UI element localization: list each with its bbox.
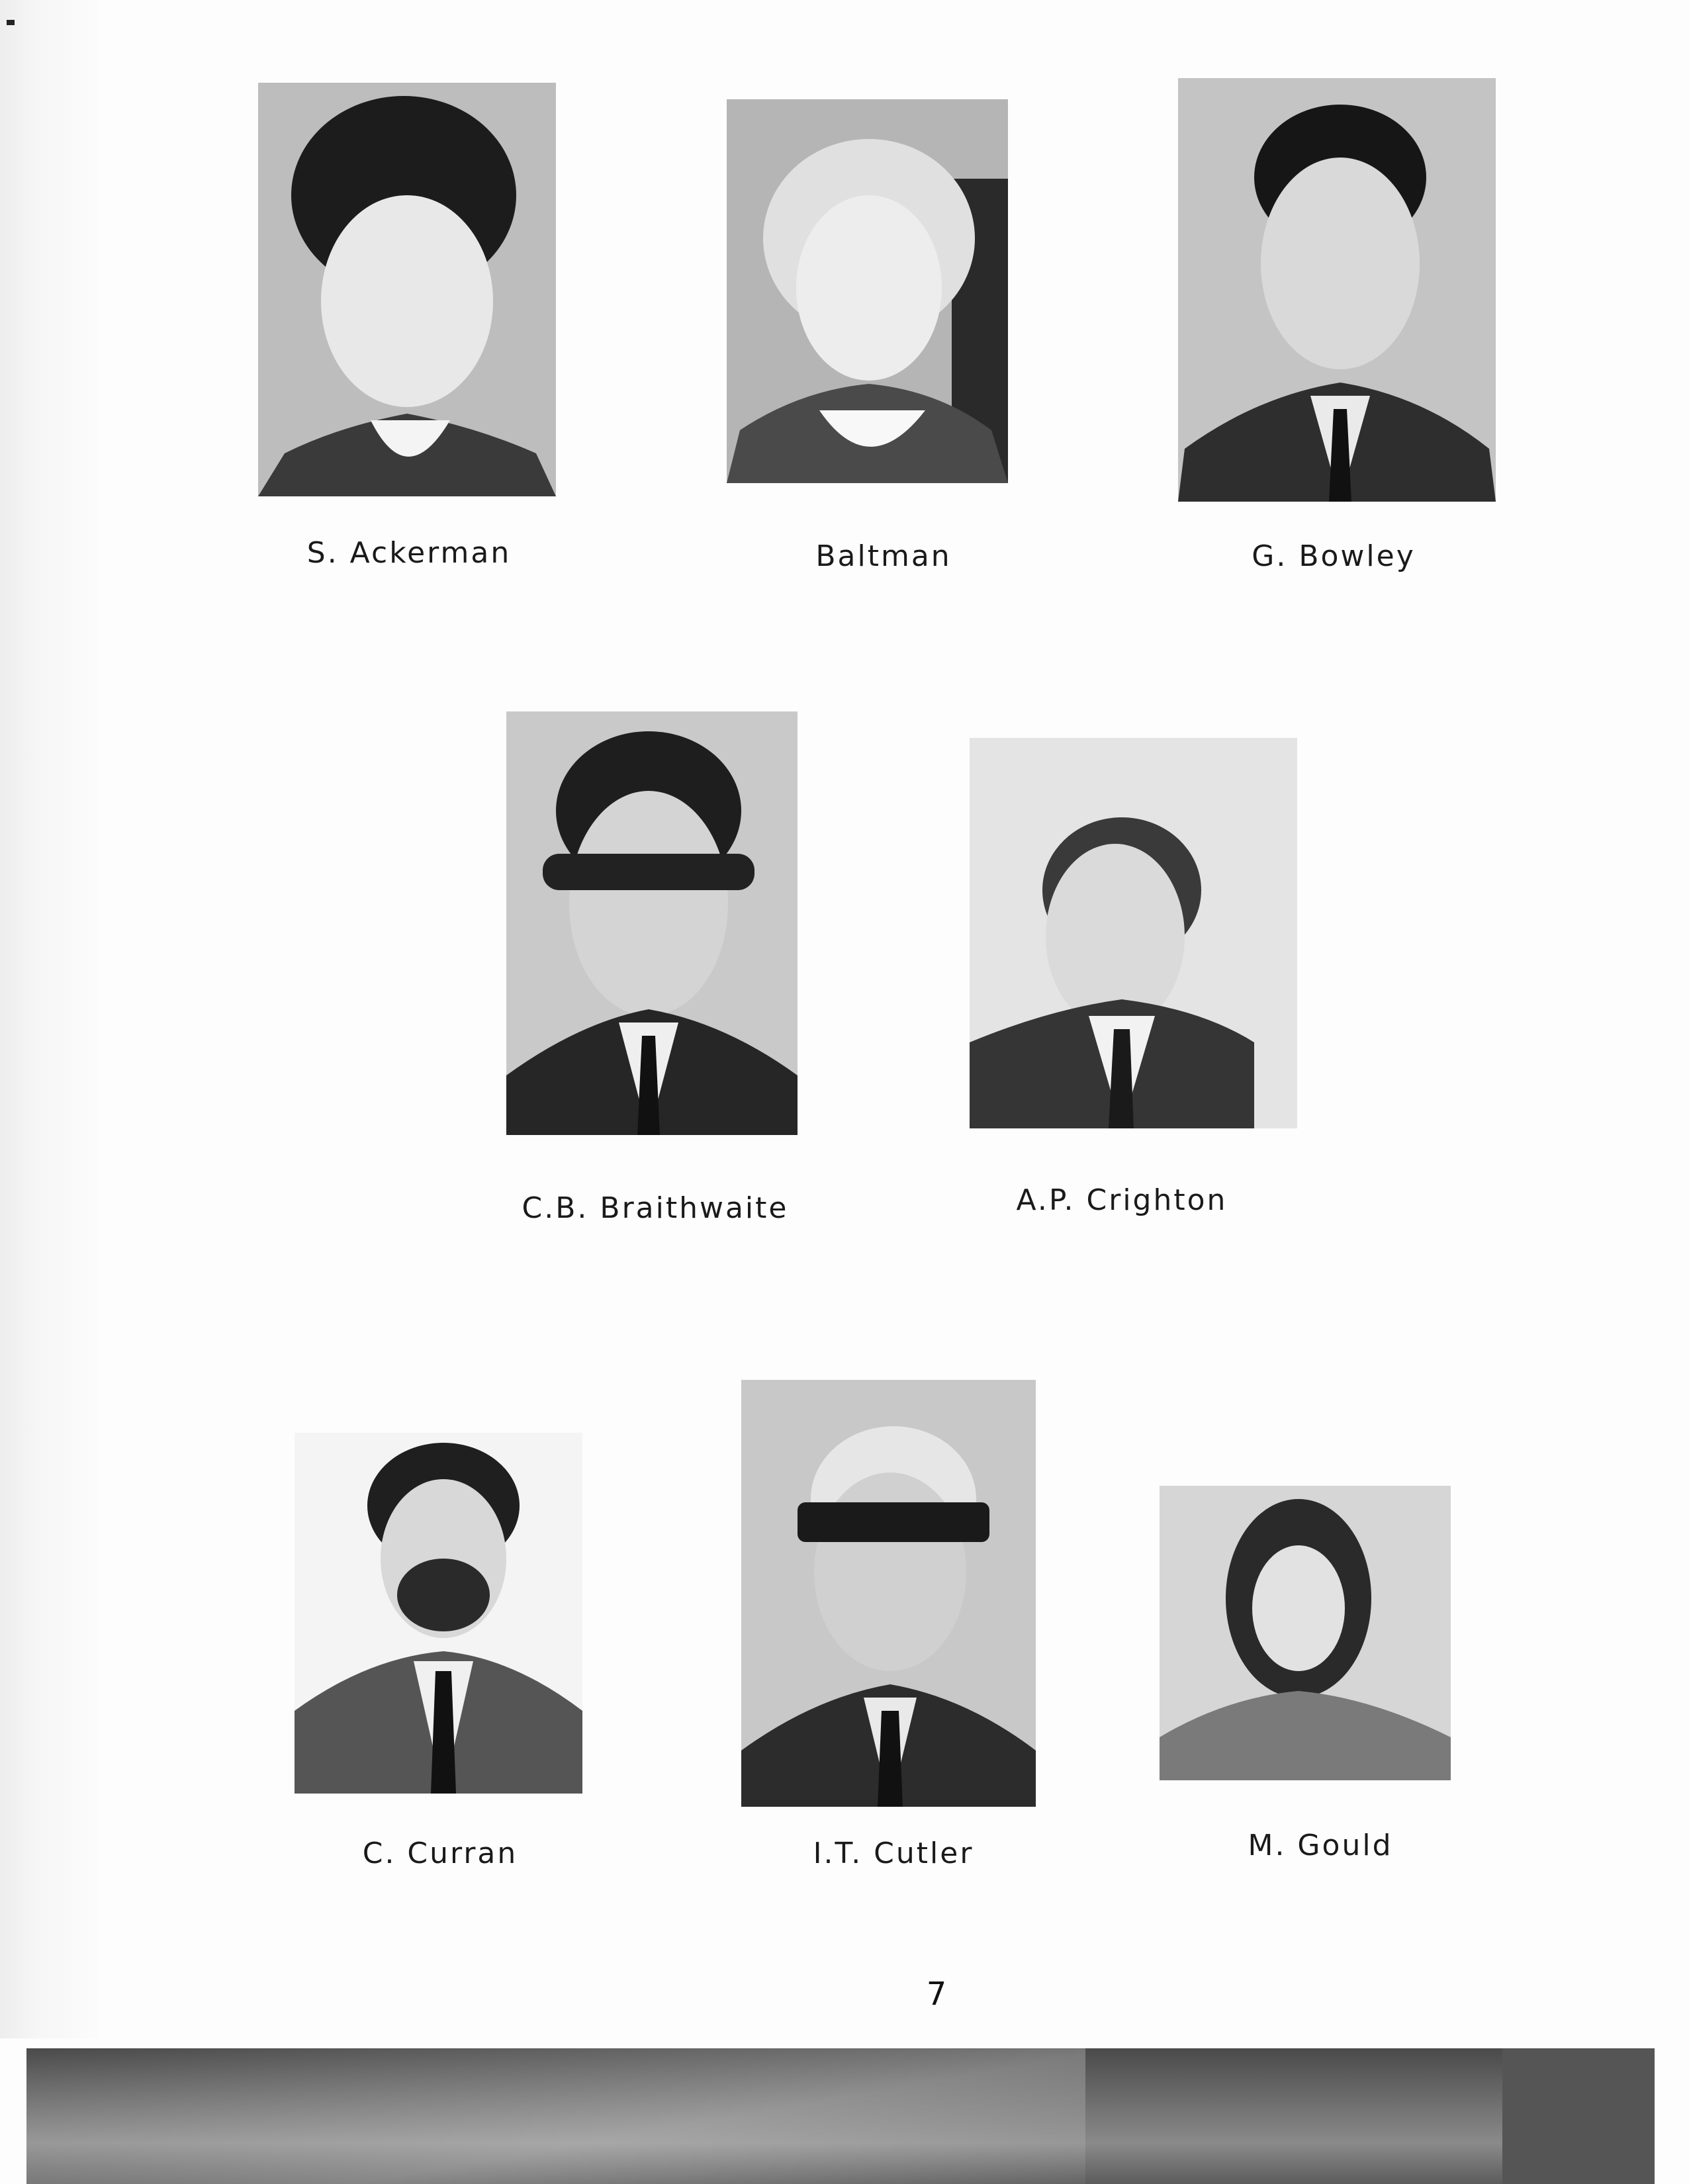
caption-cutler: I.T. Cutler [813, 1837, 974, 1870]
caption-baltman: Baltman [815, 539, 952, 573]
caption-gould: M. Gould [1248, 1829, 1393, 1862]
scan-mark [7, 20, 15, 25]
portrait-photo-ackerman [258, 83, 556, 496]
page-number: 7 [926, 1976, 947, 2013]
caption-curran: C. Curran [362, 1837, 518, 1870]
binding-gutter [0, 0, 99, 2038]
portrait-photo-bowley [1178, 78, 1496, 502]
portrait-photo-cutler [741, 1380, 1036, 1807]
caption-crighton: A.P. Crighton [1016, 1183, 1228, 1217]
scan-shadow-band [26, 2048, 1655, 2184]
caption-braithwaite: C.B. Braithwaite [522, 1191, 789, 1225]
portrait-photo-braithwaite [506, 711, 798, 1135]
caption-ackerman: S. Ackerman [306, 536, 512, 570]
portrait-photo-crighton [970, 738, 1297, 1128]
page-fold-highlight [26, 2048, 1085, 2184]
page-edge-shadow [1502, 2048, 1655, 2184]
portrait-photo-baltman [727, 99, 1008, 483]
caption-bowley: G. Bowley [1252, 539, 1416, 573]
portrait-photo-curran [295, 1433, 582, 1794]
portrait-photo-gould [1160, 1486, 1451, 1780]
